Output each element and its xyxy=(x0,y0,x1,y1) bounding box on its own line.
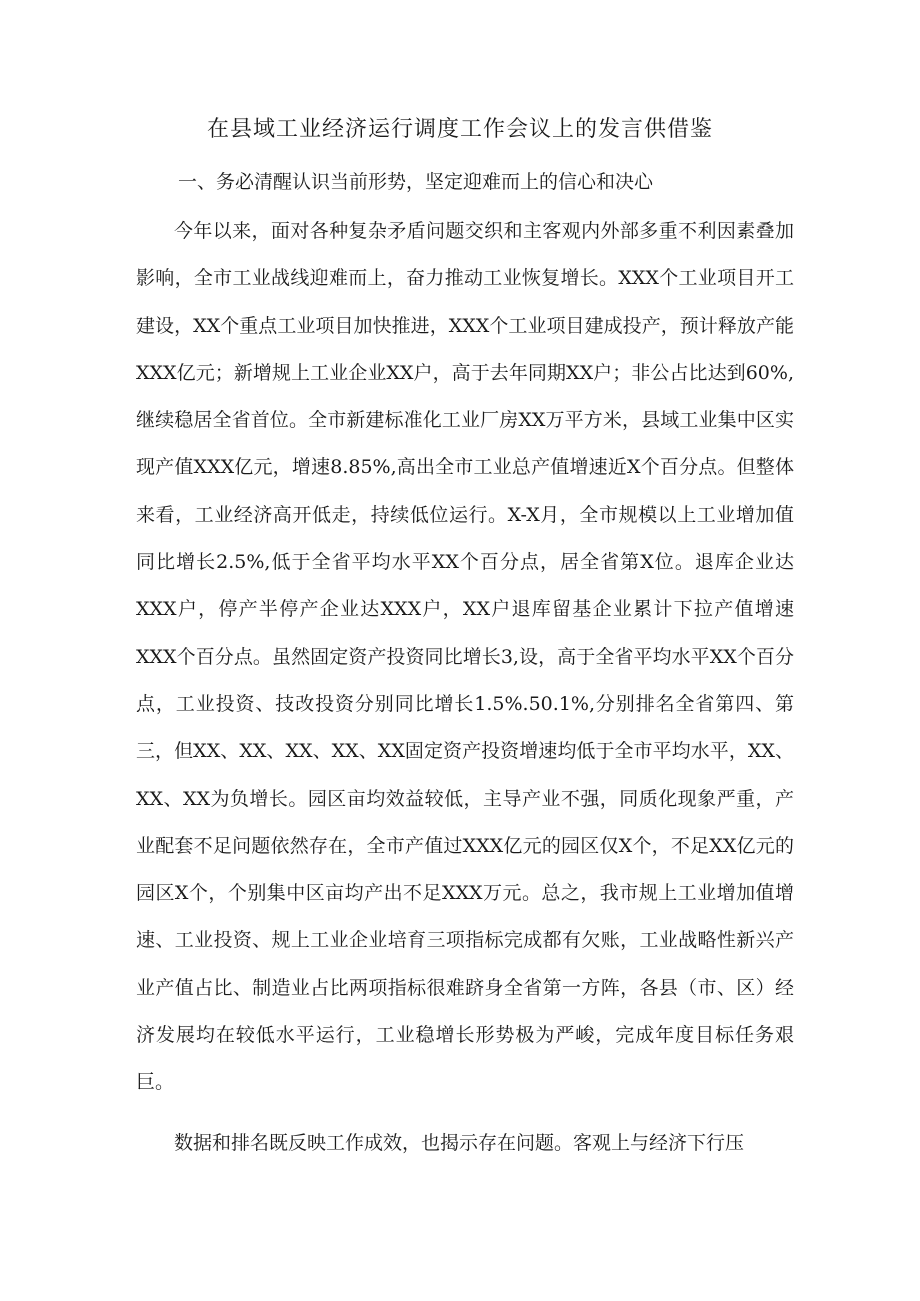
body-paragraph: 今年以来，面对各种复杂矛盾问题交织和主客观内外部多重不利因素叠加影响，全市工业战线迎难而上，奋力推动工业恢复增长。XXX个工业项目开工建设，XX个重点工业项目加快推进，XXX个工业项目建成投产，预计释放产能XXX亿元；新增规上工业企业XX户，高于去年同期XX户；非公占比达到60%,继续稳居全省首位。全市新建标准化工业厂房XX万平方米，县域工业集中区实现产值XXX亿元，增速8.85%,高出全市工业总产值增速近X个百分点。但整体来看，工业经济高开低走，持续低位运行。X-X月，全市规模以上工业增加值同比增长2.5%,低于全省平均水平XX个百分点，居全省第X位。退库企业达XXX户，停产半停产企业达XXX户，XX户退库留基企业累计下拉产值增速XXX个百分点。虽然固定资产投资同比增长3,设，高于全省平均水平XX个百分点，工业投资、技改投资分别同比增长1.5%.50.1%,分别排名全省第四、第三，但XX、XX、XX、XX、XX固定资产投资增速均低于全市平均水平，XX、XX、XX为负增长。园区亩均效益较低，主导产业不强，同质化现象严重，产业配套不足问题依然存在，全市产值过XXX亿元的园区仅X个，不足XX亿元的园区X个，个别集中区亩均产出不足XXX万元。总之，我市规上工业增加值增速、工业投资、规上工业企业培育三项指标完成都有欠账，工业战略性新兴产业产值占比、制造业占比两项指标很难跻身全省第一方阵，各县（市、区）经济发展均在较低水平运行，工业稳增长形势极为严峻，完成年度目标任务艰巨。 xyxy=(136,220,794,1094)
section-heading: 一、务必清醒认识当前形势，坚定迎难而上的信心和决心 xyxy=(178,171,654,193)
body-paragraph: 数据和排名既反映工作成效，也揭示存在问题。客观上与经济下行压 xyxy=(174,1132,745,1154)
document-title: 在县域工业经济运行调度工作会议上的发言供借鉴 xyxy=(206,117,713,142)
